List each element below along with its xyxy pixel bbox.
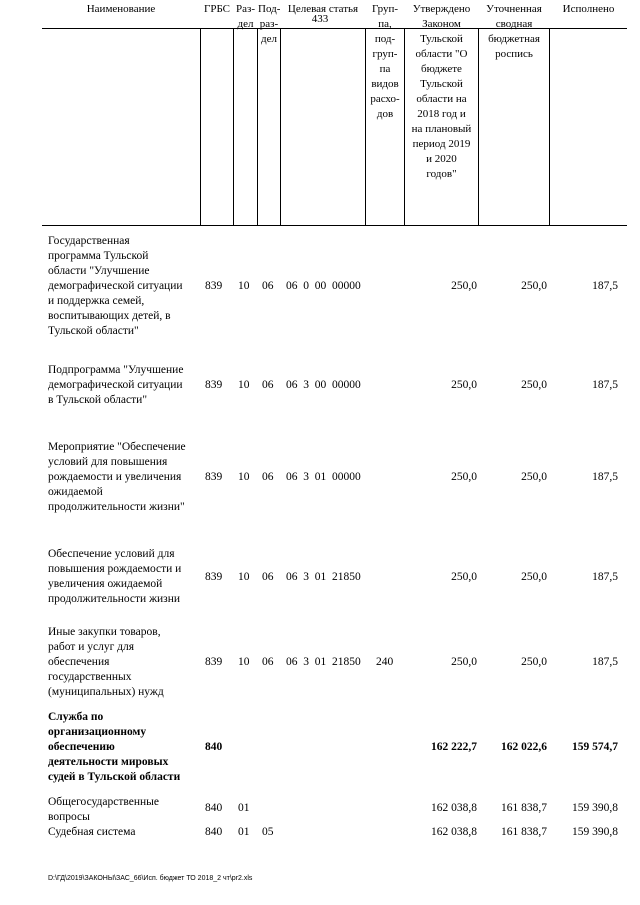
row-podrazdel: 06 xyxy=(262,471,274,483)
row-group: 240 xyxy=(376,656,394,668)
row-razdel: 01 xyxy=(238,802,250,814)
row-grbs: 840 xyxy=(205,826,223,838)
row-executed: 187,5 xyxy=(592,571,618,583)
row-executed: 159 574,7 xyxy=(572,741,618,753)
row-executed: 187,5 xyxy=(592,471,618,483)
header-divider xyxy=(280,28,281,225)
row-name: Общегосударственные вопросы xyxy=(48,796,160,823)
row-podrazdel: 06 xyxy=(262,379,274,391)
row-approved: 250,0 xyxy=(451,379,477,391)
row-razdel: 10 xyxy=(238,379,250,391)
row-approved: 250,0 xyxy=(451,471,477,483)
row-approved: 162 222,7 xyxy=(431,741,477,753)
file-path-footer: D:\ГД\2019\ЗАКОНЫ\ЗАС_66\Исп. бюджет ТО 2018_2 чт\pr2.xls xyxy=(48,875,253,882)
row-target: 06 3 00 00000 xyxy=(286,379,361,391)
row-refined: 250,0 xyxy=(521,471,547,483)
header-grbs: ГРБС xyxy=(203,3,231,15)
header-name: Наименование xyxy=(86,3,156,15)
row-podrazdel: 05 xyxy=(262,826,274,838)
row-razdel: 10 xyxy=(238,656,250,668)
row-razdel: 10 xyxy=(238,471,250,483)
header-executed: Исполнено xyxy=(562,3,615,15)
header-divider xyxy=(200,28,201,225)
row-razdel: 01 xyxy=(238,826,250,838)
header-podrazdel: Под- раз- дел xyxy=(258,3,281,45)
header-target: Целевая статья xyxy=(287,3,359,15)
row-executed: 187,5 xyxy=(592,656,618,668)
row-executed: 187,5 xyxy=(592,280,618,292)
row-executed: 159 390,8 xyxy=(572,826,618,838)
row-razdel: 10 xyxy=(238,571,250,583)
row-podrazdel: 06 xyxy=(262,656,274,668)
row-grbs: 839 xyxy=(205,656,223,668)
row-approved: 250,0 xyxy=(451,656,477,668)
row-refined: 161 838,7 xyxy=(501,802,547,814)
row-refined: 250,0 xyxy=(521,280,547,292)
row-target: 06 0 00 00000 xyxy=(286,280,361,292)
row-refined: 250,0 xyxy=(521,379,547,391)
row-podrazdel: 06 xyxy=(262,571,274,583)
row-grbs: 839 xyxy=(205,379,223,391)
row-target: 06 3 01 21850 xyxy=(286,656,361,668)
header-divider xyxy=(404,28,405,225)
header-divider xyxy=(233,28,234,225)
row-name: Подпрограмма "Улучшение демографической ситуации в Тульской области" xyxy=(48,364,184,406)
row-grbs: 839 xyxy=(205,571,223,583)
row-grbs: 840 xyxy=(205,741,223,753)
row-name: Государственная программа Тульской области "Улучшение демографической ситуации и поддержка семей, воспитывающих детей, в Тульской области" xyxy=(48,235,183,337)
row-name: Судебная система xyxy=(48,826,136,838)
row-grbs: 839 xyxy=(205,280,223,292)
page-number: 433 xyxy=(311,13,329,25)
row-grbs: 840 xyxy=(205,802,223,814)
row-target: 06 3 01 21850 xyxy=(286,571,361,583)
row-approved: 250,0 xyxy=(451,280,477,292)
row-executed: 159 390,8 xyxy=(572,802,618,814)
header-divider xyxy=(365,28,366,225)
row-refined: 250,0 xyxy=(521,656,547,668)
row-refined: 161 838,7 xyxy=(501,826,547,838)
row-refined: 250,0 xyxy=(521,571,547,583)
row-podrazdel: 06 xyxy=(262,280,274,292)
row-name: Служба по организационному обеспечению деятельности мировых судей в Тульской области xyxy=(48,711,181,783)
row-name: Мероприятие "Обеспечение условий для повышения рождаемости и увеличения ожидаемой продолжительности жизни" xyxy=(48,441,186,513)
row-approved: 162 038,8 xyxy=(431,826,477,838)
header-divider xyxy=(478,28,479,225)
row-name: Иные закупки товаров, работ и услуг для обеспечения государственных (муниципальных) нужд xyxy=(48,626,164,698)
row-executed: 187,5 xyxy=(592,379,618,391)
header-divider xyxy=(257,28,258,225)
row-refined: 162 022,6 xyxy=(501,741,547,753)
row-name: Обеспечение условий для повышения рождаемости и увеличения ожидаемой продолжительности жизни xyxy=(48,548,182,605)
header-razdel: Раз- дел xyxy=(235,3,255,30)
header-group: Груп- па, под- груп- па видов расхо- дов xyxy=(370,3,400,120)
row-target: 06 3 01 00000 xyxy=(286,471,361,483)
row-approved: 250,0 xyxy=(451,571,477,583)
row-approved: 162 038,8 xyxy=(431,802,477,814)
header-approved: Утверждено Законом Тульской области "О бюджете Тульской области на 2018 год и на плановый период 2019 и 2020 годов" xyxy=(411,3,472,180)
row-grbs: 839 xyxy=(205,471,223,483)
header-divider xyxy=(549,28,550,225)
header-refined: Уточненная сводная бюджетная роспись xyxy=(486,3,542,60)
row-razdel: 10 xyxy=(238,280,250,292)
